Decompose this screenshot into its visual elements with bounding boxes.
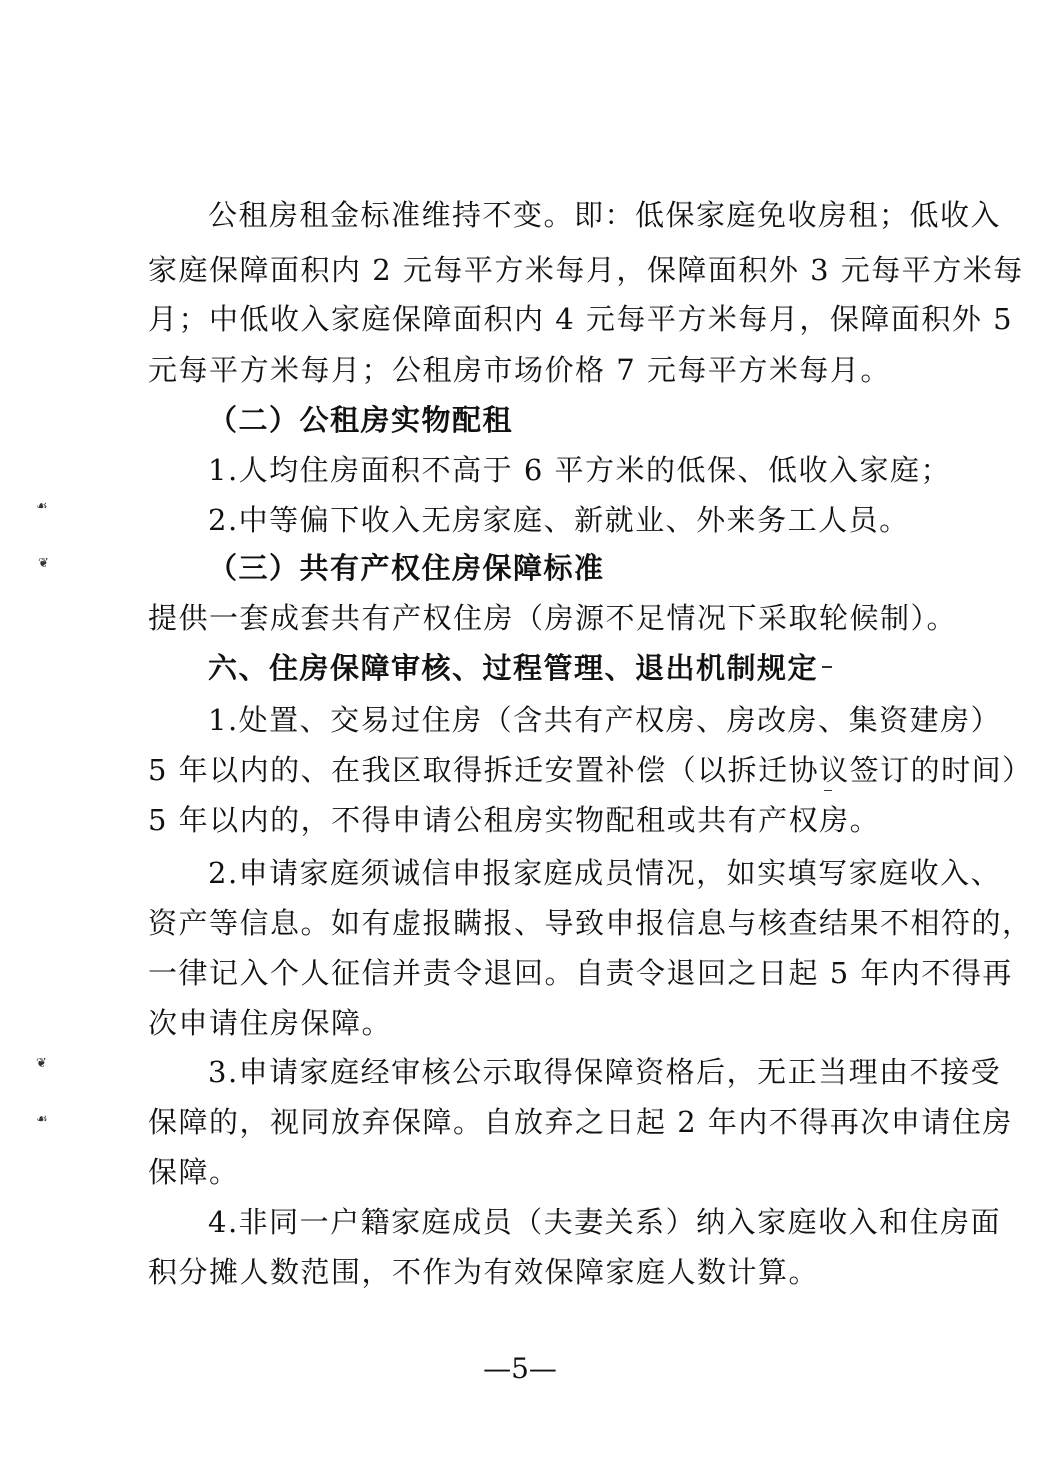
section-heading: （三）共有产权住房保障标准: [208, 551, 605, 585]
paragraph-line: 5 年以内的，不得申请公租房实物配租或共有产权房。: [148, 803, 881, 837]
scan-dash: [824, 790, 832, 791]
paragraph-line: 保障的，视同放弃保障。自放弃之日起 2 年内不得再次申请住房: [148, 1105, 1013, 1139]
section-heading: （二）公租房实物配租: [208, 403, 514, 437]
paragraph-line: 积分摊人数范围，不作为有效保障家庭人数计算。: [148, 1255, 820, 1289]
scan-mark: ☙: [36, 1112, 48, 1127]
paragraph-line: 1.处置、交易过住房（含共有产权房、房改房、集资建房）: [208, 703, 1002, 737]
paragraph-line: 一律记入个人征信并责令退回。自责令退回之日起 5 年内不得再: [148, 956, 1013, 990]
paragraph-line: 2.中等偏下收入无房家庭、新就业、外来务工人员。: [208, 503, 910, 537]
paragraph-line: 月；中低收入家庭保障面积内 4 元每平方米每月，保障面积外 5: [148, 302, 1014, 336]
paragraph-line: 1.人均住房面积不高于 6 平方米的低保、低收入家庭；: [208, 453, 952, 487]
scan-mark: ❦: [38, 556, 49, 571]
paragraph-line: 公租房租金标准维持不变。即：低保家庭免收房租；低收入: [208, 198, 1002, 232]
scan-mark: ❦: [36, 1056, 47, 1071]
scan-mark: ☙: [36, 499, 48, 514]
paragraph-line: 资产等信息。如有虚报瞒报、导致申报信息与核查结果不相符的，: [148, 906, 1033, 940]
paragraph-line: 家庭保障面积内 2 元每平方米每月，保障面积外 3 元每平方米每: [148, 253, 1024, 287]
page-number: —5—: [483, 1352, 557, 1385]
paragraph-line: 次申请住房保障。: [148, 1006, 393, 1040]
scan-dash: [822, 666, 832, 668]
paragraph-line: 提供一套成套共有产权住房（房源不足情况下采取轮候制）。: [148, 601, 958, 635]
paragraph-line: 3.申请家庭经审核公示取得保障资格后，无正当理由不接受: [208, 1055, 1002, 1089]
paragraph-line: 4.非同一户籍家庭成员（夫妻关系）纳入家庭收入和住房面: [208, 1205, 1002, 1239]
paragraph-line: 2.申请家庭须诚信申报家庭成员情况，如实填写家庭收入、: [208, 856, 1002, 890]
paragraph-line: 元每平方米每月；公租房市场价格 7 元每平方米每月。: [148, 353, 891, 387]
paragraph-line: 保障。: [148, 1155, 240, 1189]
chapter-heading: 六、住房保障审核、过程管理、退出机制规定: [208, 651, 819, 685]
paragraph-line: 5 年以内的、在我区取得拆迁安置补偿（以拆迁协议签订的时间）: [148, 753, 1033, 787]
